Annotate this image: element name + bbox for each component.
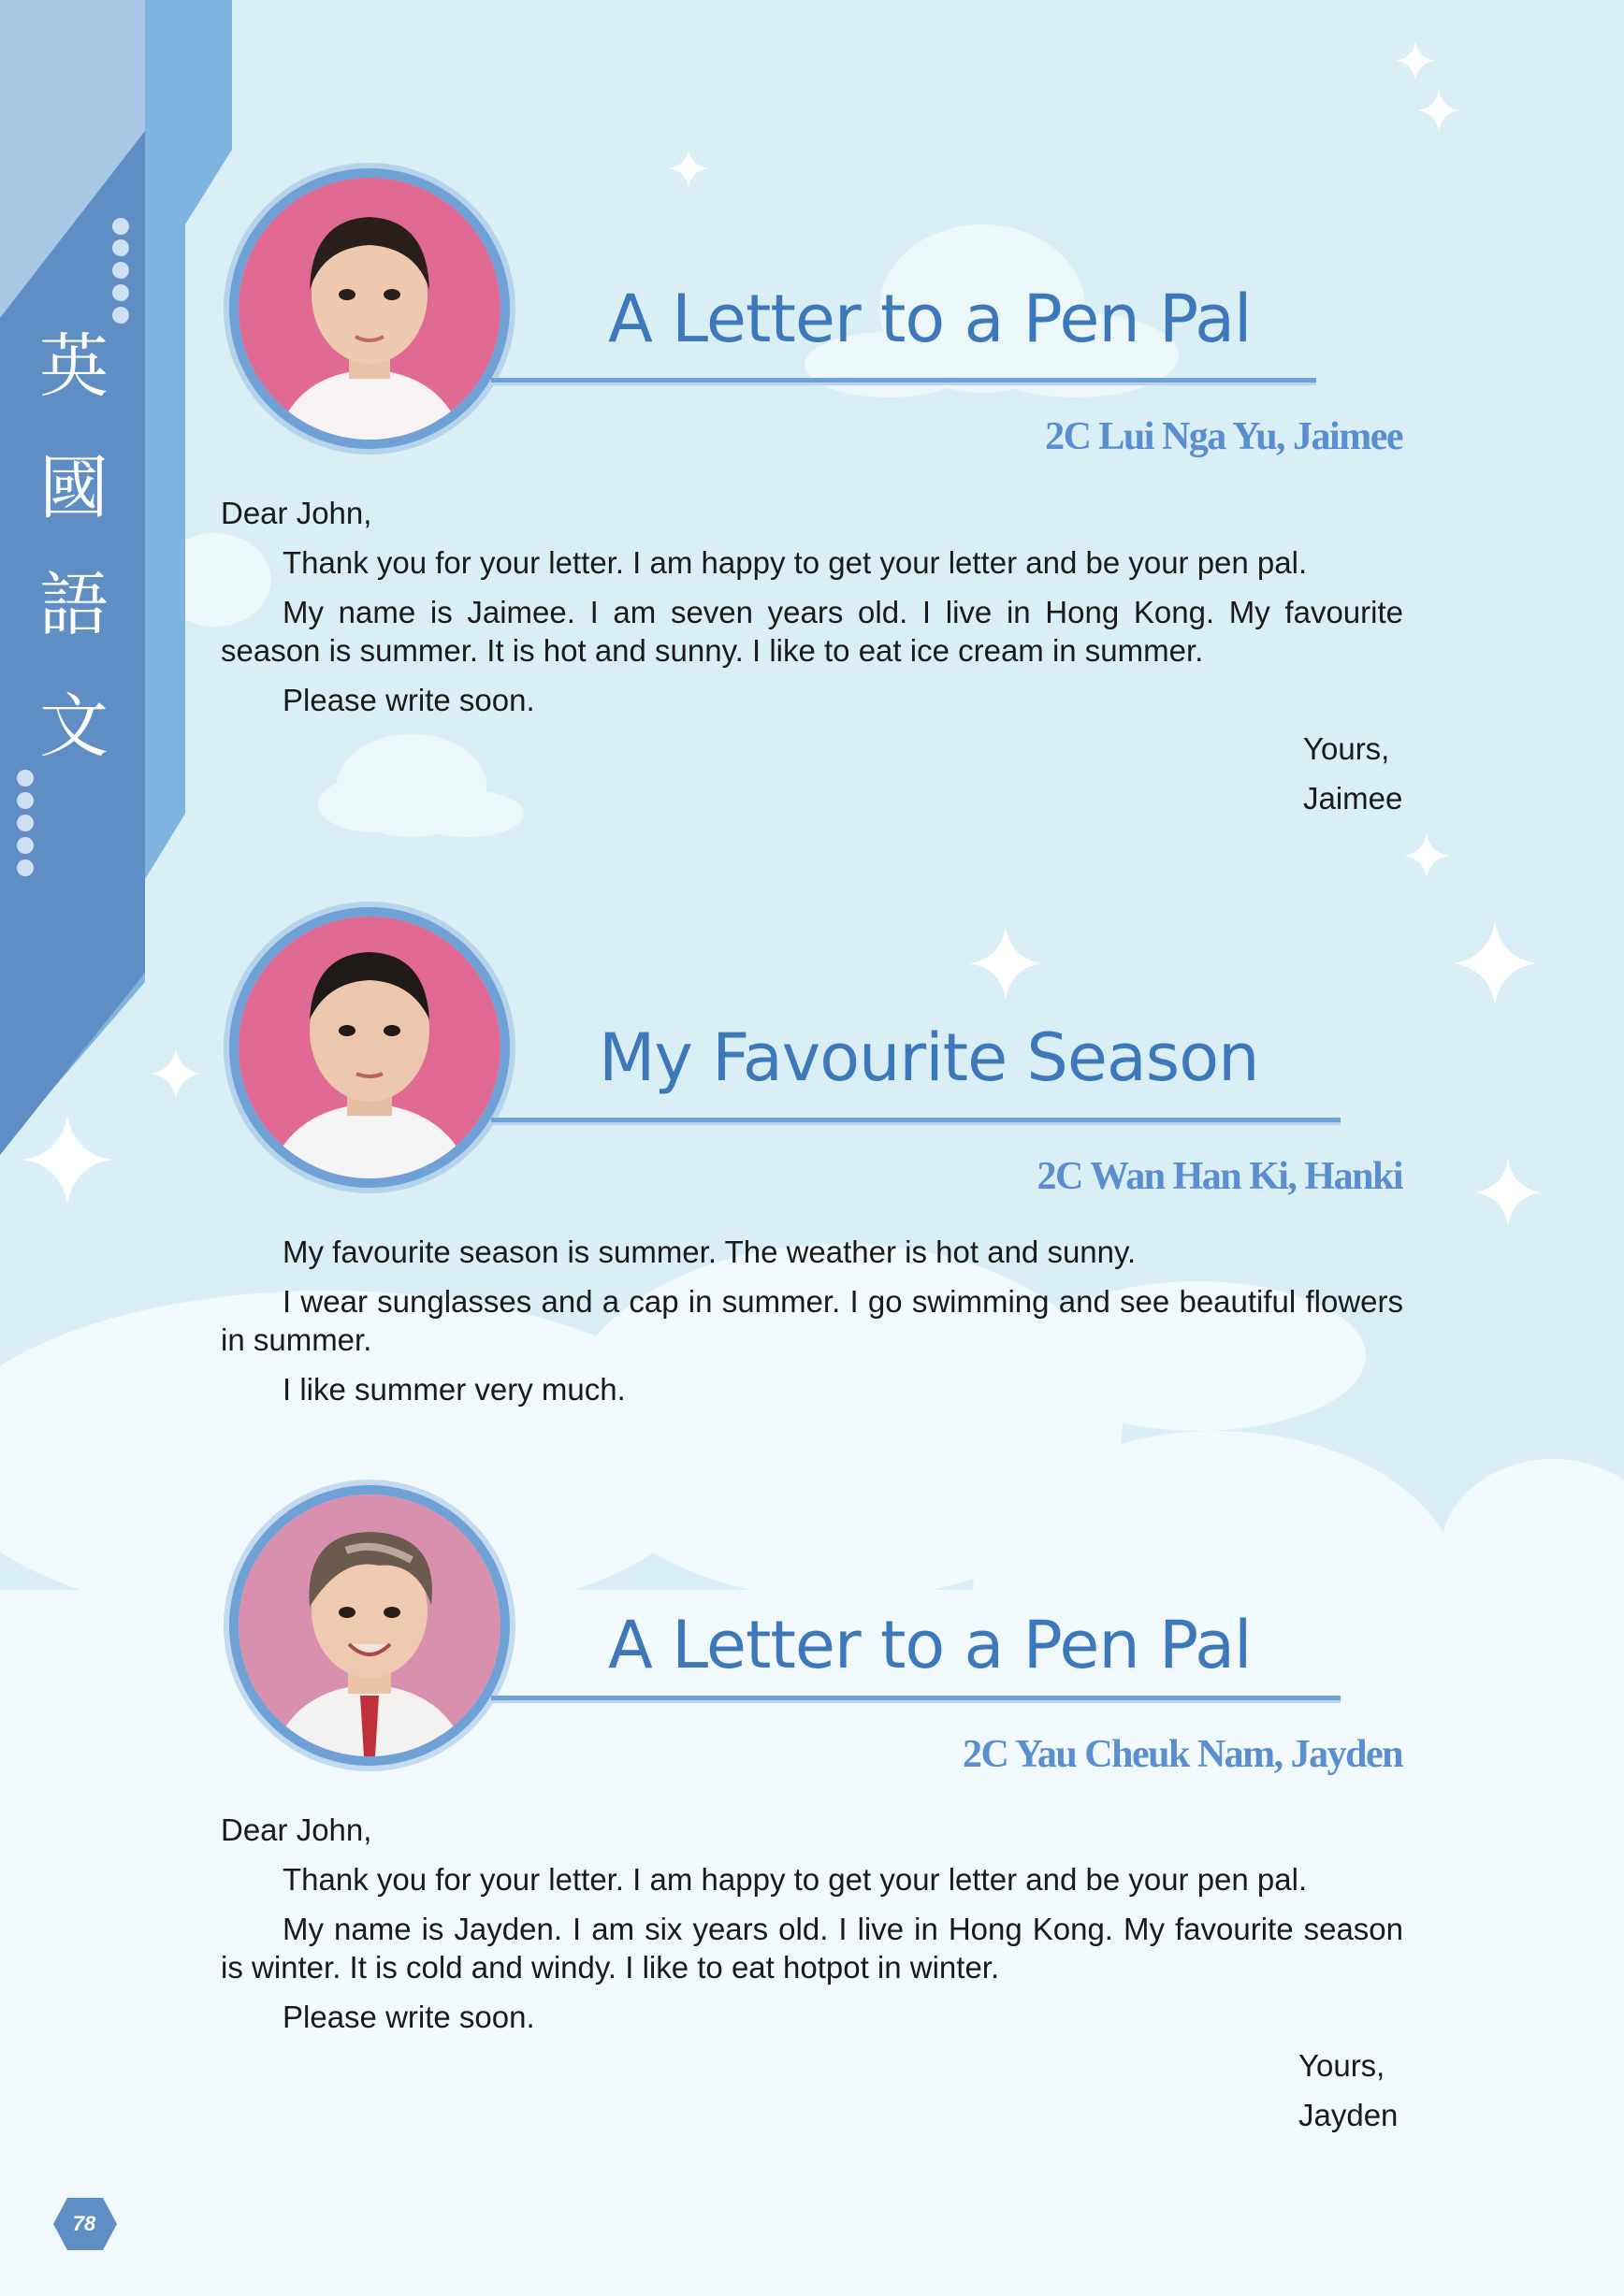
sidebar-char-1: 英: [39, 326, 109, 407]
sidebar-char-2: 國: [39, 448, 109, 528]
article-author: 2C Wan Han Ki, Hanki: [1037, 1155, 1402, 1198]
paragraph: Please write soon.: [283, 683, 535, 717]
paragraph: Thank you for your letter. I am happy to get your letter and be your pen pal.: [283, 1862, 1308, 1897]
page-number: 78: [72, 2212, 96, 2235]
student-photo-jaimee: [239, 178, 500, 440]
sidebar-char-4: 文: [39, 686, 109, 767]
article-author: 2C Lui Nga Yu, Jaimee: [1045, 415, 1402, 458]
letter-closing: [1298, 2041, 1398, 2140]
article-title: A Letter to a Pen Pal: [608, 281, 1252, 357]
paragraph: Thank you for your letter. I am happy to get your letter and be your pen pal.: [283, 545, 1308, 580]
closing-word: Yours,: [1303, 731, 1390, 766]
student-photo-hanki: [239, 917, 500, 1178]
article-body: [221, 1233, 1403, 1420]
signature: Jayden: [1298, 2098, 1399, 2132]
closing-word: Yours,: [1298, 2048, 1385, 2083]
paragraph: I wear sunglasses and a cap in summer. I go swimming and see beautiful flowers in summer.: [221, 1284, 1403, 1357]
article-author: 2C Yau Cheuk Nam, Jayden: [962, 1733, 1402, 1776]
title-underline: [491, 378, 1316, 385]
salutation: Dear John,: [221, 496, 372, 530]
title-underline: [491, 1696, 1341, 1703]
signature: Jaimee: [1303, 781, 1403, 816]
paragraph: Please write soon.: [283, 2000, 535, 2034]
article-body: [221, 1811, 1403, 2047]
paragraph: My name is Jaimee. I am seven years old. I live in Hong Kong. My favourite season is summer. It is hot and sunny. I like to eat ice cream in summer.: [221, 595, 1403, 668]
sidebar-char-3: 語: [39, 565, 109, 645]
paragraph: My favourite season is summer. The weather is hot and sunny.: [283, 1235, 1137, 1269]
salutation: Dear John,: [221, 1812, 372, 1847]
article-title: A Letter to a Pen Pal: [608, 1607, 1252, 1683]
paragraph: I like summer very much.: [283, 1372, 626, 1407]
title-underline: [491, 1118, 1341, 1125]
article-title: My Favourite Season: [599, 1019, 1259, 1096]
article-body: [221, 494, 1403, 730]
student-photo-jayden: [239, 1495, 500, 1756]
paragraph: My name is Jayden. I am six years old. I live in Hong Kong. My favourite season is winter. It is cold and windy. I like to eat hotpot in winter.: [221, 1912, 1403, 1985]
letter-closing: [1303, 724, 1402, 823]
